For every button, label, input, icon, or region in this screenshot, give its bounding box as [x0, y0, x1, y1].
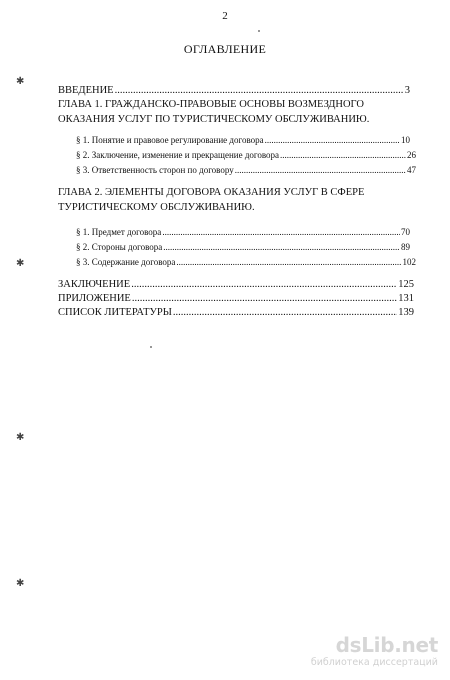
- toc-entry-page: 3: [404, 85, 410, 96]
- toc-entry-appendix[interactable]: [58, 294, 414, 305]
- chapter-2-heading-line-1[interactable]: ГЛАВА 2. ЭЛЕМЕНТЫ ДОГОВОРА ОКАЗАНИЯ УСЛУГ В СФЕРЕ: [58, 187, 365, 198]
- toc-entry-page: 70: [401, 227, 410, 237]
- toc-entry-ch1-section-2[interactable]: [76, 151, 416, 160]
- chapter-1-heading-line-2[interactable]: ОКАЗАНИЯ УСЛУГ ПО ТУРИСТИЧЕСКОМУ ОБСЛУЖИВАНИЮ.: [58, 114, 370, 125]
- toc-entry-ch1-section-1[interactable]: [76, 136, 410, 145]
- toc-entry-label: СПИСОК ЛИТЕРАТУРЫ: [58, 307, 172, 318]
- watermark: [311, 635, 438, 668]
- toc-entry-page: 47: [407, 165, 416, 175]
- toc-entry-label: § 1. Предмет договора: [76, 227, 162, 237]
- toc-leader-dots: [115, 86, 404, 97]
- toc-entry-page: 131: [398, 293, 414, 304]
- toc-entry-label: § 3. Ответственность сторон по договору: [76, 165, 234, 175]
- toc-entry-label: ПРИЛОЖЕНИЕ: [58, 293, 131, 304]
- toc-leader-dots: [235, 166, 406, 175]
- chapter-2-heading-line-2[interactable]: ТУРИСТИЧЕСКОМУ ОБСЛУЖИВАНИЮ.: [58, 202, 255, 213]
- toc-leader-dots: [176, 258, 401, 267]
- toc-entry-page: 89: [401, 242, 410, 252]
- toc-entry-page: 125: [398, 279, 414, 290]
- margin-mark-icon: ✱: [16, 578, 25, 589]
- toc-entry-label: ЗАКЛЮЧЕНИЕ: [58, 279, 131, 290]
- toc-title: ОГЛАВЛЕНИЕ: [183, 42, 267, 56]
- toc-entry-page: 26: [407, 150, 416, 160]
- margin-mark-icon: ✱: [16, 76, 25, 87]
- toc-entry-label: § 1. Понятие и правовое регулирование договора: [76, 135, 264, 145]
- scan-speck: [258, 30, 260, 32]
- toc-entry-ch2-section-2[interactable]: [76, 243, 410, 252]
- margin-mark-icon: ✱: [16, 258, 25, 269]
- watermark-logo: dsLib.net: [335, 633, 438, 657]
- watermark-subtitle: библиотека диссертаций: [310, 657, 438, 668]
- scan-speck: [150, 346, 152, 348]
- toc-entry-label: § 2. Стороны договора: [76, 242, 163, 252]
- page-number: 2: [222, 10, 228, 22]
- toc-leader-dots: [163, 243, 400, 252]
- toc-entry-conclusion[interactable]: [58, 280, 414, 291]
- toc-leader-dots: [132, 294, 397, 305]
- toc-leader-dots: [280, 151, 406, 160]
- toc-entry-page: 10: [401, 135, 410, 145]
- toc-leader-dots: [265, 136, 400, 145]
- chapter-1-heading-line-1[interactable]: ГЛАВА 1. ГРАЖДАНСКО-ПРАВОВЫЕ ОСНОВЫ ВОЗМЕЗДНОГО: [58, 99, 364, 110]
- toc-entry-introduction[interactable]: [58, 86, 410, 97]
- toc-entry-ch1-section-3[interactable]: [76, 166, 416, 175]
- toc-entry-bibliography[interactable]: [58, 308, 414, 319]
- toc-entry-ch2-section-3[interactable]: [76, 258, 416, 267]
- toc-leader-dots: [173, 308, 397, 319]
- toc-leader-dots: [162, 228, 400, 237]
- toc-entry-page: 139: [398, 307, 414, 318]
- toc-entry-page: 102: [402, 257, 416, 267]
- toc-entry-label: § 2. Заключение, изменение и прекращение договора: [76, 150, 280, 160]
- toc-leader-dots: [131, 280, 397, 291]
- toc-entry-label: § 3. Содержание договора: [76, 257, 176, 267]
- toc-entry-ch2-section-1[interactable]: [76, 228, 410, 237]
- toc-entry-label: ВВЕДЕНИЕ: [58, 85, 114, 96]
- margin-mark-icon: ✱: [16, 432, 25, 443]
